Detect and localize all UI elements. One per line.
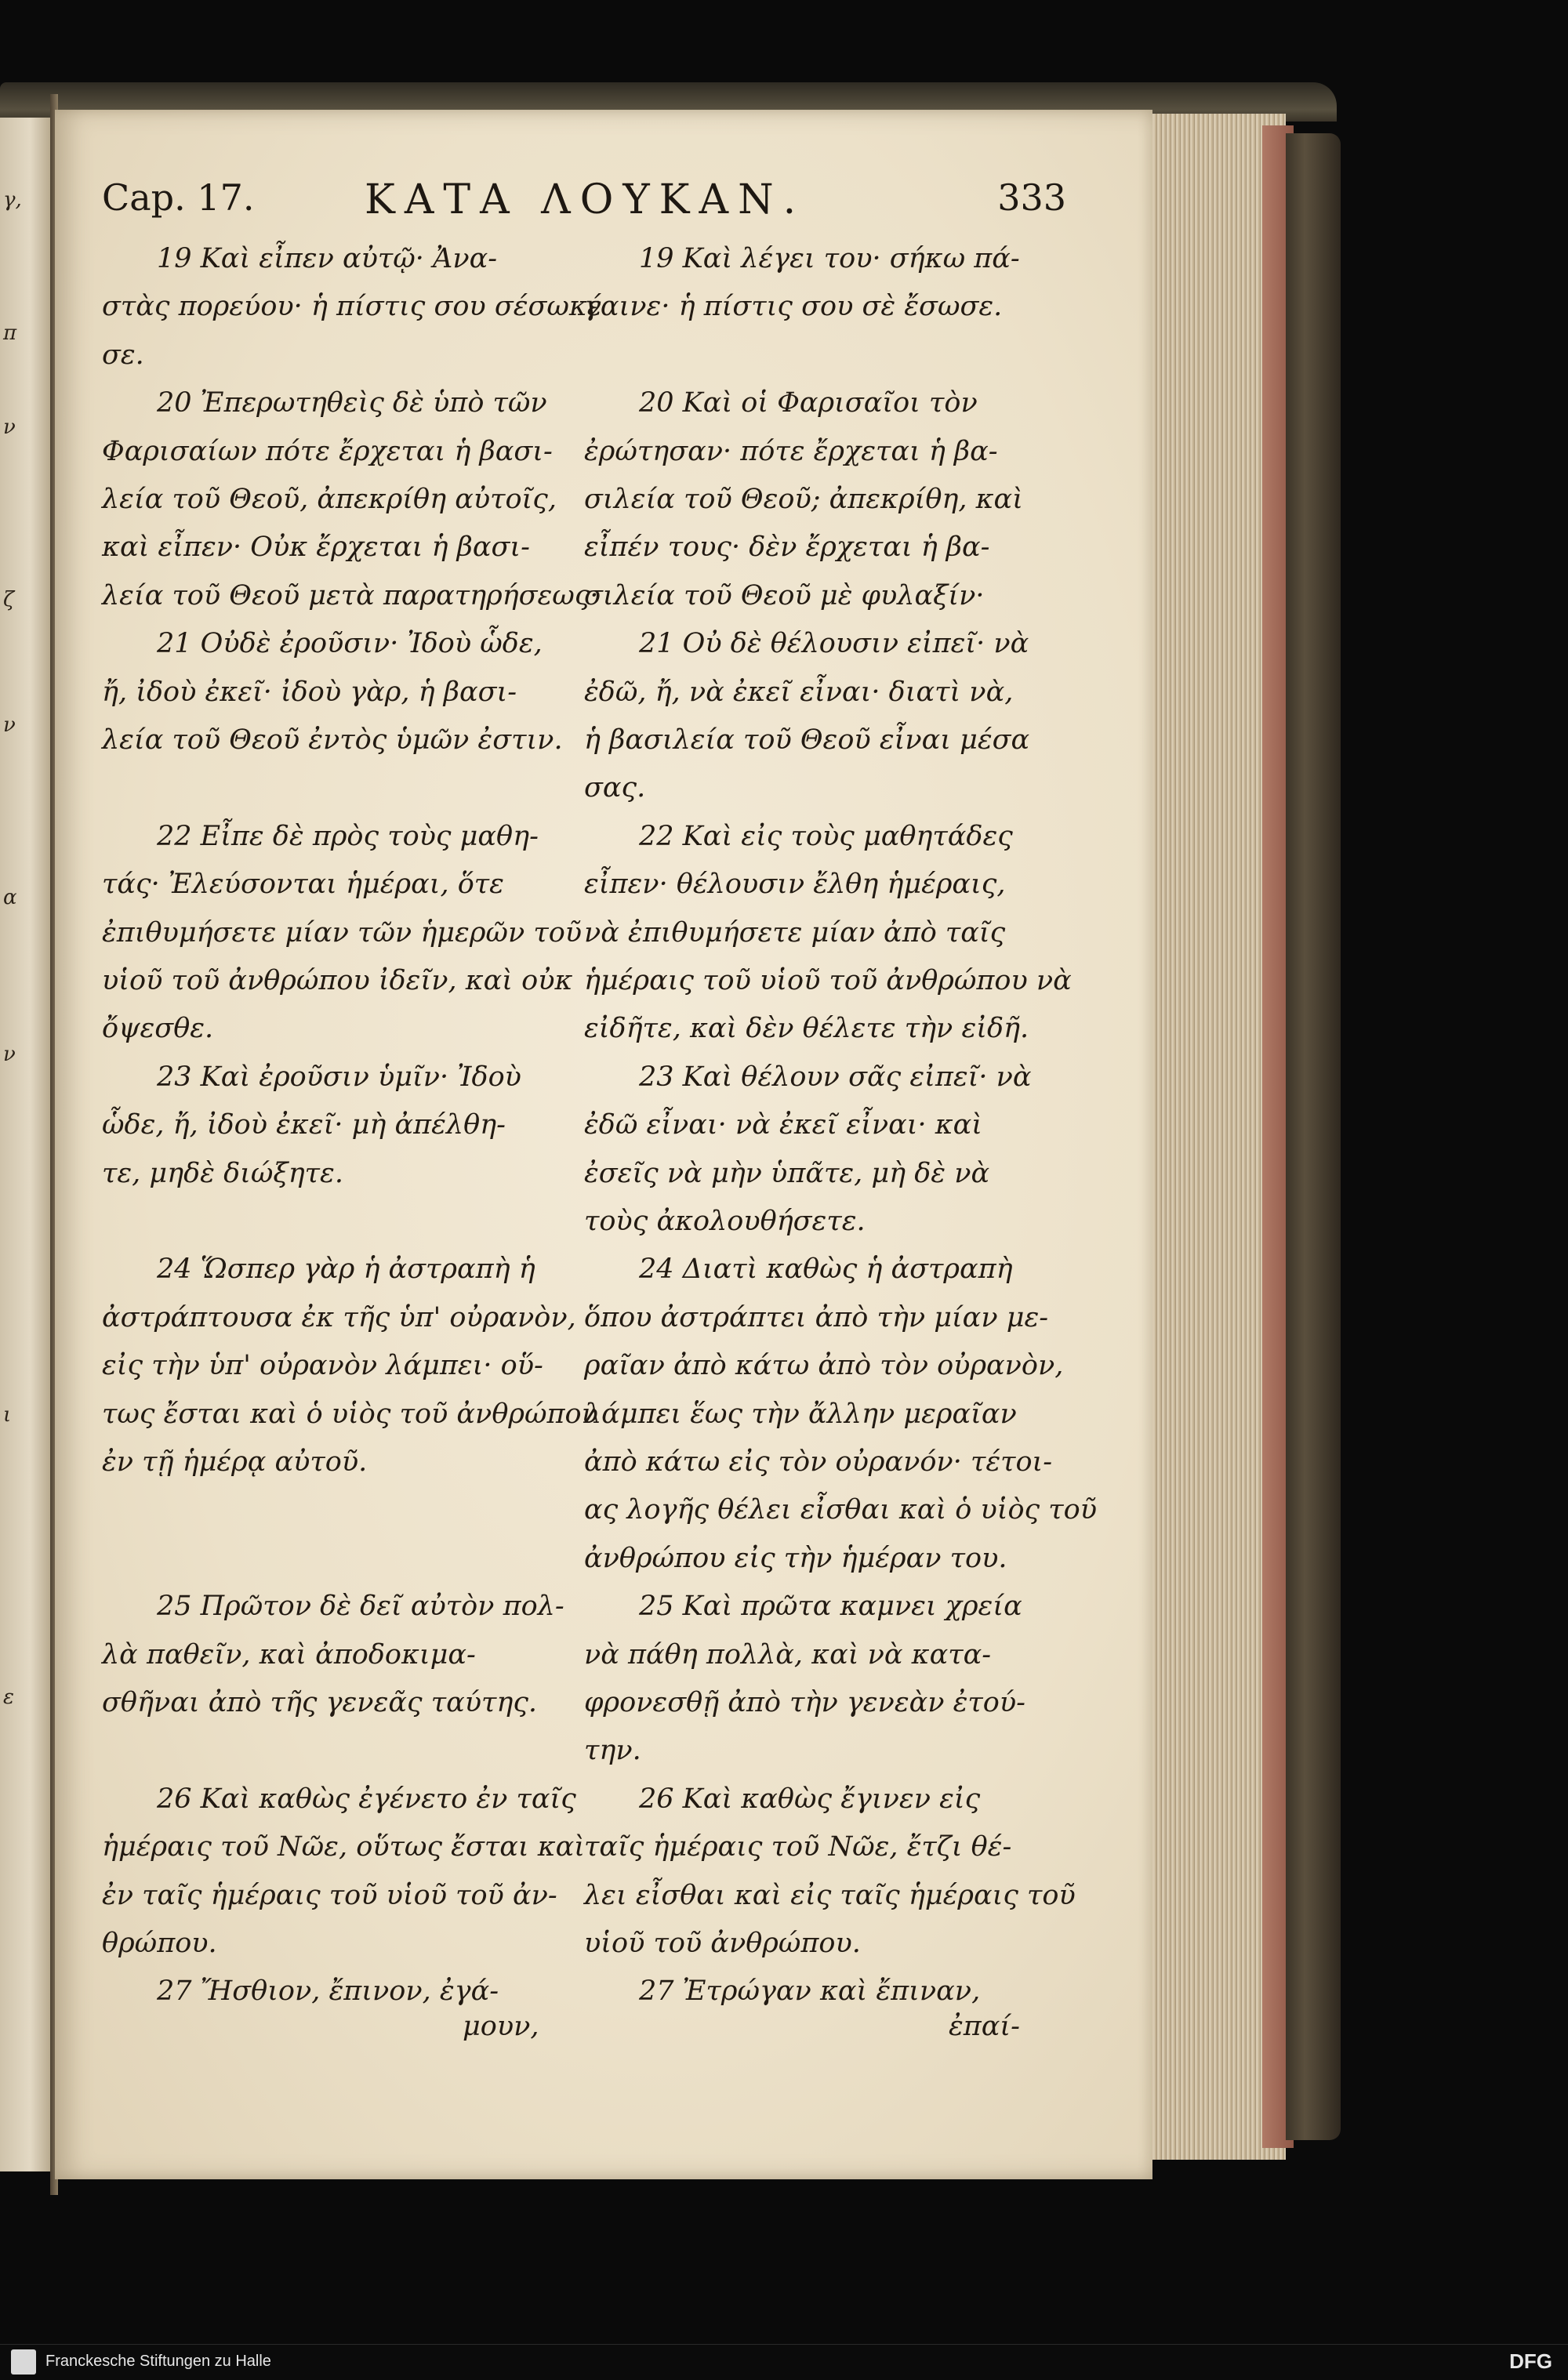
ancient-text-line: ἡμέραις τοῦ Νῶε, οὕτως ἔσται καὶ xyxy=(102,1831,586,1863)
ancient-text-line: 19 Καὶ εἶπεν αὐτῷ· Ἀνα- xyxy=(157,243,498,274)
previous-page-fragment: γ, xyxy=(3,188,22,212)
modern-text-line: λάμπει ἕως τὴν ἄλλην μεραῖαν xyxy=(584,1398,1017,1430)
modern-text-line: 27 Ἐτρώγαν καὶ ἔπιναν, xyxy=(639,1975,981,2008)
modern-text-line: εἶπεν· θέλουσιν ἔλθη ἡμέραις, xyxy=(584,869,1006,901)
previous-page-fragment: π xyxy=(3,321,17,345)
modern-text-line: ἐρώτησαν· πότε ἔρχεται ἡ βα- xyxy=(584,435,998,467)
left-catchword: μουν, xyxy=(463,2011,539,2042)
ancient-text-line: λεία τοῦ Θεοῦ μετὰ παρατηρήσεως· xyxy=(102,579,599,611)
previous-page-fragment: ι xyxy=(3,1403,12,1427)
modern-text-line: 26 Καὶ καθὼς ἔγινεν εἰς xyxy=(639,1783,981,1815)
ancient-text-line: Φαρισαίων πότε ἔρχεται ἡ βασι- xyxy=(102,435,553,467)
ancient-text-line: τως ἔσται καὶ ὁ υἱὸς τοῦ ἀνθρώπου xyxy=(102,1398,598,1430)
modern-text-line: ὅπου ἀστράπτει ἀπὸ τὴν μίαν με- xyxy=(584,1301,1049,1333)
ancient-text-line: ἤ, ἰδοὺ ἐκεῖ· ἰδοὺ γὰρ, ἡ βασι- xyxy=(102,676,517,708)
modern-text-line: τοὺς ἀκολουθήσετε. xyxy=(584,1206,866,1237)
institution-logo-icon xyxy=(11,2349,36,2375)
ancient-text-line: 23 Καὶ ἐροῦσιν ὑμῖν· Ἰδοὺ xyxy=(157,1061,521,1093)
ancient-text-line: 25 Πρῶτον δὲ δεῖ αὐτὸν πολ- xyxy=(157,1591,564,1623)
ancient-text-line: στὰς πορεύου· ἡ πίστις σου σέσωκέ xyxy=(102,291,602,323)
ancient-text-line: 22 Εἶπε δὲ πρὸς τοὺς μαθη- xyxy=(157,820,539,852)
modern-text-line: υἱοῦ τοῦ ἀνθρώπου. xyxy=(584,1928,861,1959)
ancient-text-line: θρώπου. xyxy=(102,1928,217,1959)
previous-page-fragment: α xyxy=(3,886,17,909)
modern-text-line: ἐσεῖς νὰ μὴν ὑπᾶτε, μὴ δὲ νὰ xyxy=(584,1157,990,1189)
modern-text-line: 24 Διατὶ καθὼς ἡ ἀστραπὴ xyxy=(639,1253,1013,1286)
ancient-text-line: λὰ παθεῖν, καὶ ἀποδοκιμα- xyxy=(102,1638,476,1671)
previous-page-fragment: ν xyxy=(3,415,16,439)
ancient-text-line: καὶ εἶπεν· Οὐκ ἔρχεται ἡ βασι- xyxy=(102,532,530,564)
ancient-text-line: ἀστράπτουσα ἐκ τῆς ὑπ' οὐρανὸν, xyxy=(102,1301,576,1333)
ancient-text-line: ἐπιθυμήσετε μίαν τῶν ἡμερῶν τοῦ xyxy=(102,916,583,949)
modern-text-line: ἀπὸ κάτω εἰς τὸν οὐρανόν· τέτοι- xyxy=(584,1446,1053,1478)
modern-text-line: νὰ πάθη πολλὰ, καὶ νὰ κατα- xyxy=(584,1638,992,1671)
chapter-label: Cap. 17. xyxy=(102,176,255,219)
footer-bar xyxy=(0,2344,1568,2380)
ancient-text-line: ὄψεσθε. xyxy=(102,1013,214,1045)
previous-page-fragment: ε xyxy=(3,1685,14,1709)
ancient-text-line: τάς· Ἐλεύσονται ἡμέραι, ὅτε xyxy=(102,869,504,901)
page-number: 333 xyxy=(997,176,1066,219)
ancient-text-line: λεία τοῦ Θεοῦ ἐντὸς ὑμῶν ἐστιν. xyxy=(102,724,563,756)
ancient-text-line: ὧδε, ἤ, ἰδοὺ ἐκεῖ· μὴ ἀπέλθη- xyxy=(102,1109,506,1141)
ancient-text-line: 26 Καὶ καθὼς ἐγένετο ἐν ταῖς xyxy=(157,1783,576,1815)
right-catchword: ἐπαί- xyxy=(949,2011,1020,2042)
ancient-text-line: υἱοῦ τοῦ ἀνθρώπου ἰδεῖν, καὶ οὐκ xyxy=(102,965,573,996)
modern-text-line: νὰ ἐπιθυμήσετε μίαν ἀπὸ ταῖς xyxy=(584,916,1006,949)
book-back-cover xyxy=(1286,133,1341,2140)
page-header xyxy=(102,176,1066,231)
dfg-logo: DFG xyxy=(1509,2349,1552,2373)
modern-text-line: 25 Καὶ πρῶτα καμνει χρεία xyxy=(639,1591,1022,1623)
running-title: ΚΑΤΑ ΛΟΥΚΑΝ. xyxy=(365,176,806,223)
modern-text-line: σιλεία τοῦ Θεοῦ μὲ φυλαξίν· xyxy=(584,579,985,611)
ancient-text-line: 20 Ἐπερωτηθεὶς δὲ ὑπὸ τῶν xyxy=(157,387,547,419)
ancient-text-line: σε. xyxy=(102,339,144,371)
ancient-text-line: τε, μηδὲ διώξητε. xyxy=(102,1157,343,1189)
ancient-text-line: 24 Ὥσπερ γὰρ ἡ ἀστραπὴ ἡ xyxy=(157,1253,535,1286)
ancient-text-line: εἰς τὴν ὑπ' οὐρανὸν λάμπει· οὕ- xyxy=(102,1350,543,1382)
ancient-text-line: ἐν τῇ ἡμέρᾳ αὐτοῦ. xyxy=(102,1446,368,1478)
previous-page-fragment: ν xyxy=(3,1043,16,1066)
modern-text-line: γαινε· ἡ πίστις σου σὲ ἔσωσε. xyxy=(584,291,1003,323)
modern-text-line: 20 Καὶ οἱ Φαρισαῖοι τὸν xyxy=(639,387,978,419)
modern-text-line: ταῖς ἡμέραις τοῦ Νῶε, ἔτζι θέ- xyxy=(584,1831,1012,1863)
ancient-text-line: 21 Οὐδὲ ἐροῦσιν· Ἰδοὺ ὧδε, xyxy=(157,628,543,660)
previous-page-edge xyxy=(0,118,53,2171)
modern-text-line: ας λογῆς θέλει εἶσθαι καὶ ὁ υἱὸς τοῦ xyxy=(584,1494,1097,1526)
modern-text-line: ἐδῶ εἶναι· νὰ ἐκεῖ εἶναι· καὶ xyxy=(584,1109,983,1141)
modern-text-line: 21 Οὐ δὲ θέλουσιν εἰπεῖ· νὰ xyxy=(639,628,1029,660)
modern-text-line: 19 Καὶ λέγει του· σήκω πά- xyxy=(639,243,1020,274)
ancient-text-line: λεία τοῦ Θεοῦ, ἀπεκρίθη αὐτοῖς, xyxy=(102,484,557,515)
modern-text-line: εἰδῆτε, καὶ δὲν θέλετε τὴν εἰδῆ. xyxy=(584,1013,1029,1045)
modern-text-line: 22 Καὶ εἰς τοὺς μαθητάδες xyxy=(639,820,1013,852)
modern-text-line: σας. xyxy=(584,772,646,804)
ancient-text-line: σθῆναι ἀπὸ τῆς γενεᾶς ταύτης. xyxy=(102,1687,538,1718)
modern-text-line: σιλεία τοῦ Θεοῦ; ἀπεκρίθη, καὶ xyxy=(584,484,1023,515)
modern-text-line: λει εἶσθαι καὶ εἰς ταῖς ἡμέραις τοῦ xyxy=(584,1879,1076,1911)
modern-text-line: ἐδῶ, ἤ, νὰ ἐκεῖ εἶναι· διατὶ νὰ, xyxy=(584,676,1014,708)
institution-name: Franckesche Stiftungen zu Halle xyxy=(45,2353,271,2370)
modern-text-line: ἀνθρώπου εἰς τὴν ἡμέραν του. xyxy=(584,1542,1007,1574)
modern-text-line: την. xyxy=(584,1735,641,1767)
modern-text-line: 23 Καὶ θέλουν σᾶς εἰπεῖ· νὰ xyxy=(639,1061,1032,1093)
ancient-text-line: ἐν ταῖς ἡμέραις τοῦ υἱοῦ τοῦ ἀν- xyxy=(102,1879,557,1911)
modern-text-line: ραῖαν ἀπὸ κάτω ἀπὸ τὸν οὐρανὸν, xyxy=(584,1350,1064,1382)
previous-page-fragment: ζ xyxy=(3,588,15,611)
modern-text-line: εἶπέν τους· δὲν ἔρχεται ἡ βα- xyxy=(584,532,990,564)
modern-text-line: φρονεσθῇ ἀπὸ τὴν γενεὰν ἐτού- xyxy=(584,1687,1025,1718)
modern-text-line: ἡ βασιλεία τοῦ Θεοῦ εἶναι μέσα xyxy=(584,724,1030,756)
ancient-text-line: 27 Ἤσθιον, ἔπινον, ἐγά- xyxy=(157,1975,499,2008)
modern-text-line: ἡμέραις τοῦ υἱοῦ τοῦ ἀνθρώπου νὰ xyxy=(584,965,1072,996)
previous-page-fragment: ν xyxy=(3,713,16,737)
